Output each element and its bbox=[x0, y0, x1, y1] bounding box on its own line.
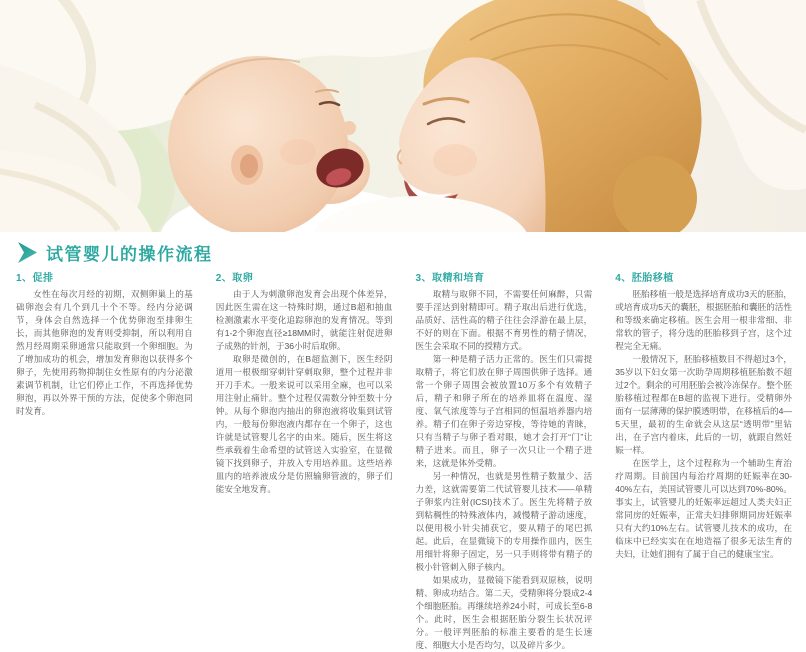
column-egg-retrieval bbox=[216, 269, 393, 652]
section-paragraph: 如果成功，显微镜下能看到双原核，说明精、卵成功结合。第二天，受精卵将分裂成2-4个细胞胚胎。再继续培养24小时，可成长至6-8个。此时，医生会根据胚胎分裂生长状况评分。一般评判胚胎的标准主要看的是生长速度、细胞大小是否均匀，以及碎片多少。 bbox=[415, 575, 593, 650]
section-paragraph: 取卵是微创的，在B超监测下，医生经阴道用一根极细穿刺针穿刺取卵，整个过程并非开刀手术。一般来说可以采用全麻，也可以采用注射止痛针。整个过程仅需数分钟至数十分钟。从每个卵泡内抽出的卵泡液将收集到试管内，一般每份卵泡液内都存在一个卵子，这也许就是试管婴儿名字的由来。随后，医生将这些承载着生命希望的试管送入实验室，在显微镜下找到卵子，并放入专用培养皿。这些培养皿内的培养液成分是仿照输卵管液的，卵子们能安全地发育。 bbox=[215, 354, 393, 494]
section-paragraph: 取精与取卵不同，不需要任何麻醉，只需要手淫达到射精即可。精子取出后进行优选，品质好、活性高的精子往往会浮游在最上层，不好的则在下面。根据不育男性的精子情况，医生会采取不同的授精方式。 bbox=[415, 289, 593, 351]
section-paragraph: 另一种情况，也就是男性精子数量少、活力差，这就需要第二代试管婴儿技术——单精子卵浆内注射(ICSI)技术了。医生先将精子放到粘稠性的特殊液体内，减慢精子游动速度，以便用极小针尖捕获它，要从精子的尾巴抓起。此后，在显微镜下的专用操作皿内，医生用细针将卵子固定，另一只手则将带有精子的极小针管刺入卵子核内。 bbox=[415, 471, 593, 572]
column-sperm-and-culture bbox=[416, 269, 593, 652]
section-heading: 3、取精和培育 bbox=[415, 273, 485, 284]
section-paragraph: 由于人为刺激卵泡发育会出现个体差异，因此医生需在这一特殊时期，通过B超和抽血检测激素水平变化追踪卵泡的发育情况。等到有1-2个卵泡直径≥18MM时，就能注射促进卵子成熟的针剂，于36小时后取卵。 bbox=[215, 289, 393, 351]
page-title-bar bbox=[18, 239, 213, 265]
section-heading: 4、胚胎移植 bbox=[615, 273, 674, 284]
section-heading: 1、促排 bbox=[16, 273, 54, 284]
section-paragraph: 胚胎移植一般是选择培育成功3天的胚胎，或培育成功5天的囊胚，根据胚胎和囊胚的活性和等级来确定移植。医生会用一根非常细、非常软的管子，将分选的胚胎移到子宫，这个过程完全无痛。 bbox=[615, 289, 792, 351]
section-paragraph: 女性在每次月经的初期，双侧卵巢上的基础卵泡会有几个到几十个不等。经内分泌调节，身体会自然选择一个优势卵泡至排卵生长，而其他卵泡的发育则受抑制，所以利用自然月经周期采卵通常只能取到一个卵细胞。为了增加成功的机会，增加发育卵泡以获得多个卵子，先使用药物抑制住女性原有的内分泌激素调节机制，让它们停止工作，不再选择优势卵泡，再以外界干预的方法，促使多个卵泡同时发育。 bbox=[16, 289, 193, 416]
section-paragraph: 第一种是精子活力正常的。医生们只需提取精子，将它们放在卵子周围供卵子选择。通常一个卵子周围会被放置10万多个有效精子后，精子和卵子所在的培养皿将在温度、湿度、氧气浓度等与子宫相同的恒温培养器内培养。精子们在卵子旁边穿梭，等待她的青睐，只有当精子与卵子看对眼，她才会打开“门”让精子进来。而且，卵子一次只让一个精子进来，这就是体外受精。 bbox=[415, 354, 593, 468]
chevron-right-icon bbox=[18, 242, 37, 263]
section-paragraph: 一般情况下，胚胎移植数目不得超过3个，35岁以下妇女第一次助孕周期移植胚胎数不超过2个。剩余的可用胚胎会被冷冻保存。整个胚胎移植过程都在B超的监视下进行。受精卵外面有一层薄薄的保护膜透明带，在移植后的4—5天里，最初的生命就会从这层“透明带”里钻出，在子宫内着床，此后的一切，就跟自然妊娠一样。 bbox=[615, 354, 792, 455]
section-paragraph: 在医学上，这个过程称为一个辅助生育治疗周期。目前国内每治疗周期的妊娠率在30-40%左右，美国试管婴儿可以达到70%-80%。事实上，试管婴儿的妊娠率远超过人类夫妇正常同房的妊娠率，正常夫妇排卵期同房妊娠率只有大约10%左右。试管婴儿技术的成功，在临床中已经实实在在地造福了很多无法生育的夫妇，让她们拥有了属于自己的健康宝宝。 bbox=[615, 458, 792, 559]
section-heading: 2、取卵 bbox=[215, 273, 254, 284]
mother-baby-photo-illustration bbox=[0, 0, 806, 232]
hero-photo bbox=[0, 0, 806, 232]
article-columns bbox=[16, 269, 792, 652]
column-ovulation-induction bbox=[16, 269, 193, 652]
page-title: 试管婴儿的操作流程 bbox=[46, 244, 213, 264]
column-embryo-transfer bbox=[615, 269, 792, 652]
